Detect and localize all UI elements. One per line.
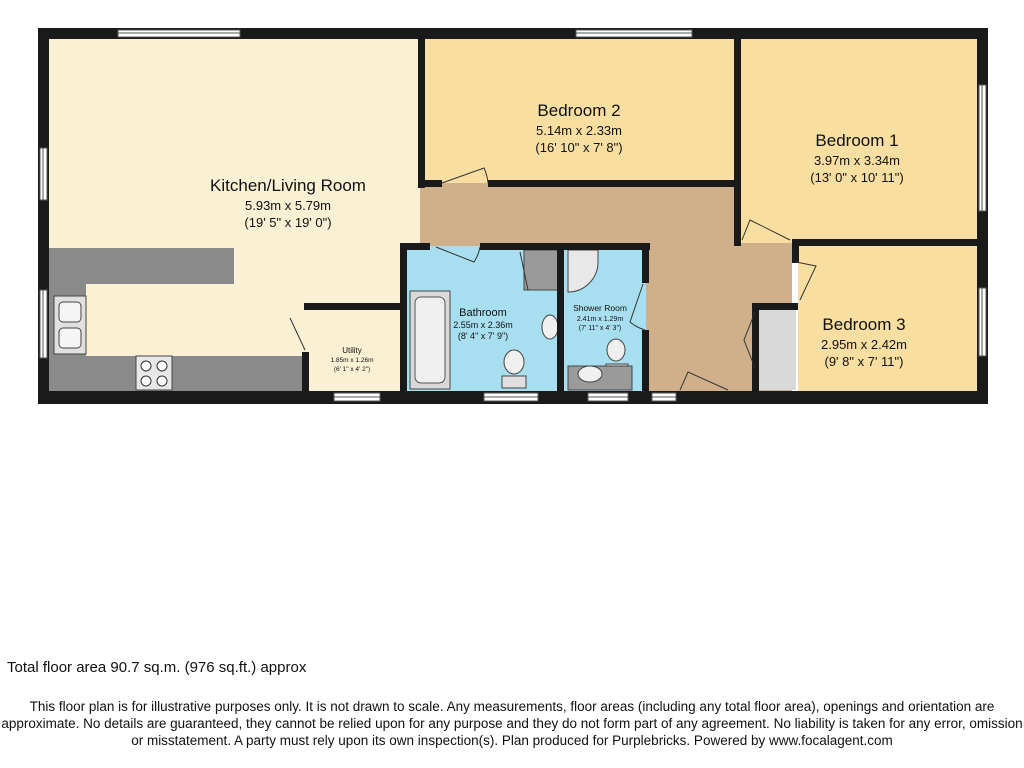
bathroom-metric: 2.55m x 2.36m bbox=[453, 320, 513, 330]
bedroom2-metric: 5.14m x 2.33m bbox=[536, 123, 622, 138]
basin-icon bbox=[542, 315, 558, 339]
total-floor-area: Total floor area 90.7 sq.m. (976 sq.ft.) approx bbox=[7, 659, 307, 676]
bedroom1-metric: 3.97m x 3.34m bbox=[814, 153, 900, 168]
bathroom-imperial: (8' 4" x 7' 9") bbox=[457, 331, 509, 341]
sink-icon bbox=[54, 296, 86, 354]
utility-imperial: (6' 1" x 4' 2") bbox=[333, 366, 371, 373]
bedroom1-label bbox=[810, 131, 903, 185]
shower-basin-icon bbox=[568, 366, 632, 390]
shower-label bbox=[573, 303, 627, 332]
bedroom2-imperial: (16' 10" x 7' 8") bbox=[535, 140, 623, 155]
bathroom-name: Bathroom bbox=[459, 307, 507, 319]
bedroom3-name: Bedroom 3 bbox=[822, 315, 906, 334]
kitchen-metric: 5.93m x 5.79m bbox=[245, 198, 331, 213]
bedroom2-name: Bedroom 2 bbox=[537, 101, 621, 120]
bedroom2-label bbox=[535, 101, 622, 155]
shower-name: Shower Room bbox=[573, 303, 627, 313]
shower-metric: 2.41m x 1.29m bbox=[576, 316, 624, 323]
kitchen-name: Kitchen/Living Room bbox=[210, 176, 366, 195]
bedroom3-metric: 2.95m x 2.42m bbox=[821, 337, 907, 352]
utility-metric: 1.85m x 1.26m bbox=[330, 357, 374, 364]
disclaimer bbox=[0, 698, 1024, 749]
kitchen-imperial: (19' 5" x 19' 0") bbox=[244, 215, 332, 230]
bathtub-icon bbox=[410, 291, 450, 389]
bedroom1-imperial: (13' 0" x 10' 11") bbox=[810, 170, 904, 185]
cupboard-floor bbox=[758, 310, 796, 390]
utility-name: Utility bbox=[342, 346, 362, 355]
disclaimer-line-3: or misstatement. A party must rely upon its own inspection(s). Plan produced for Purplebricks. Powered by www.focalagent.com bbox=[131, 733, 893, 748]
hob-icon bbox=[136, 356, 172, 390]
disclaimer-line-1: This floor plan is for illustrative purposes only. It is not drawn to scale. Any measurements, floor areas (including any total floor area), openings and orientation are bbox=[29, 699, 995, 714]
bathroom-label bbox=[453, 307, 513, 341]
shower-imperial: (7' 11" x 4' 3") bbox=[578, 325, 622, 332]
disclaimer-line-2: approximate. No details are guaranteed, they cannot be relied upon for any purpose and they do not form part of any agreement. No liability is taken for any error, omission bbox=[1, 716, 1023, 731]
bedroom3-label bbox=[821, 315, 907, 369]
bedroom3-imperial: (9' 8" x 7' 11") bbox=[824, 354, 904, 369]
toilet-icon bbox=[502, 350, 526, 388]
bedroom1-name: Bedroom 1 bbox=[815, 131, 899, 150]
bathroom-cabinet-icon bbox=[524, 250, 560, 290]
